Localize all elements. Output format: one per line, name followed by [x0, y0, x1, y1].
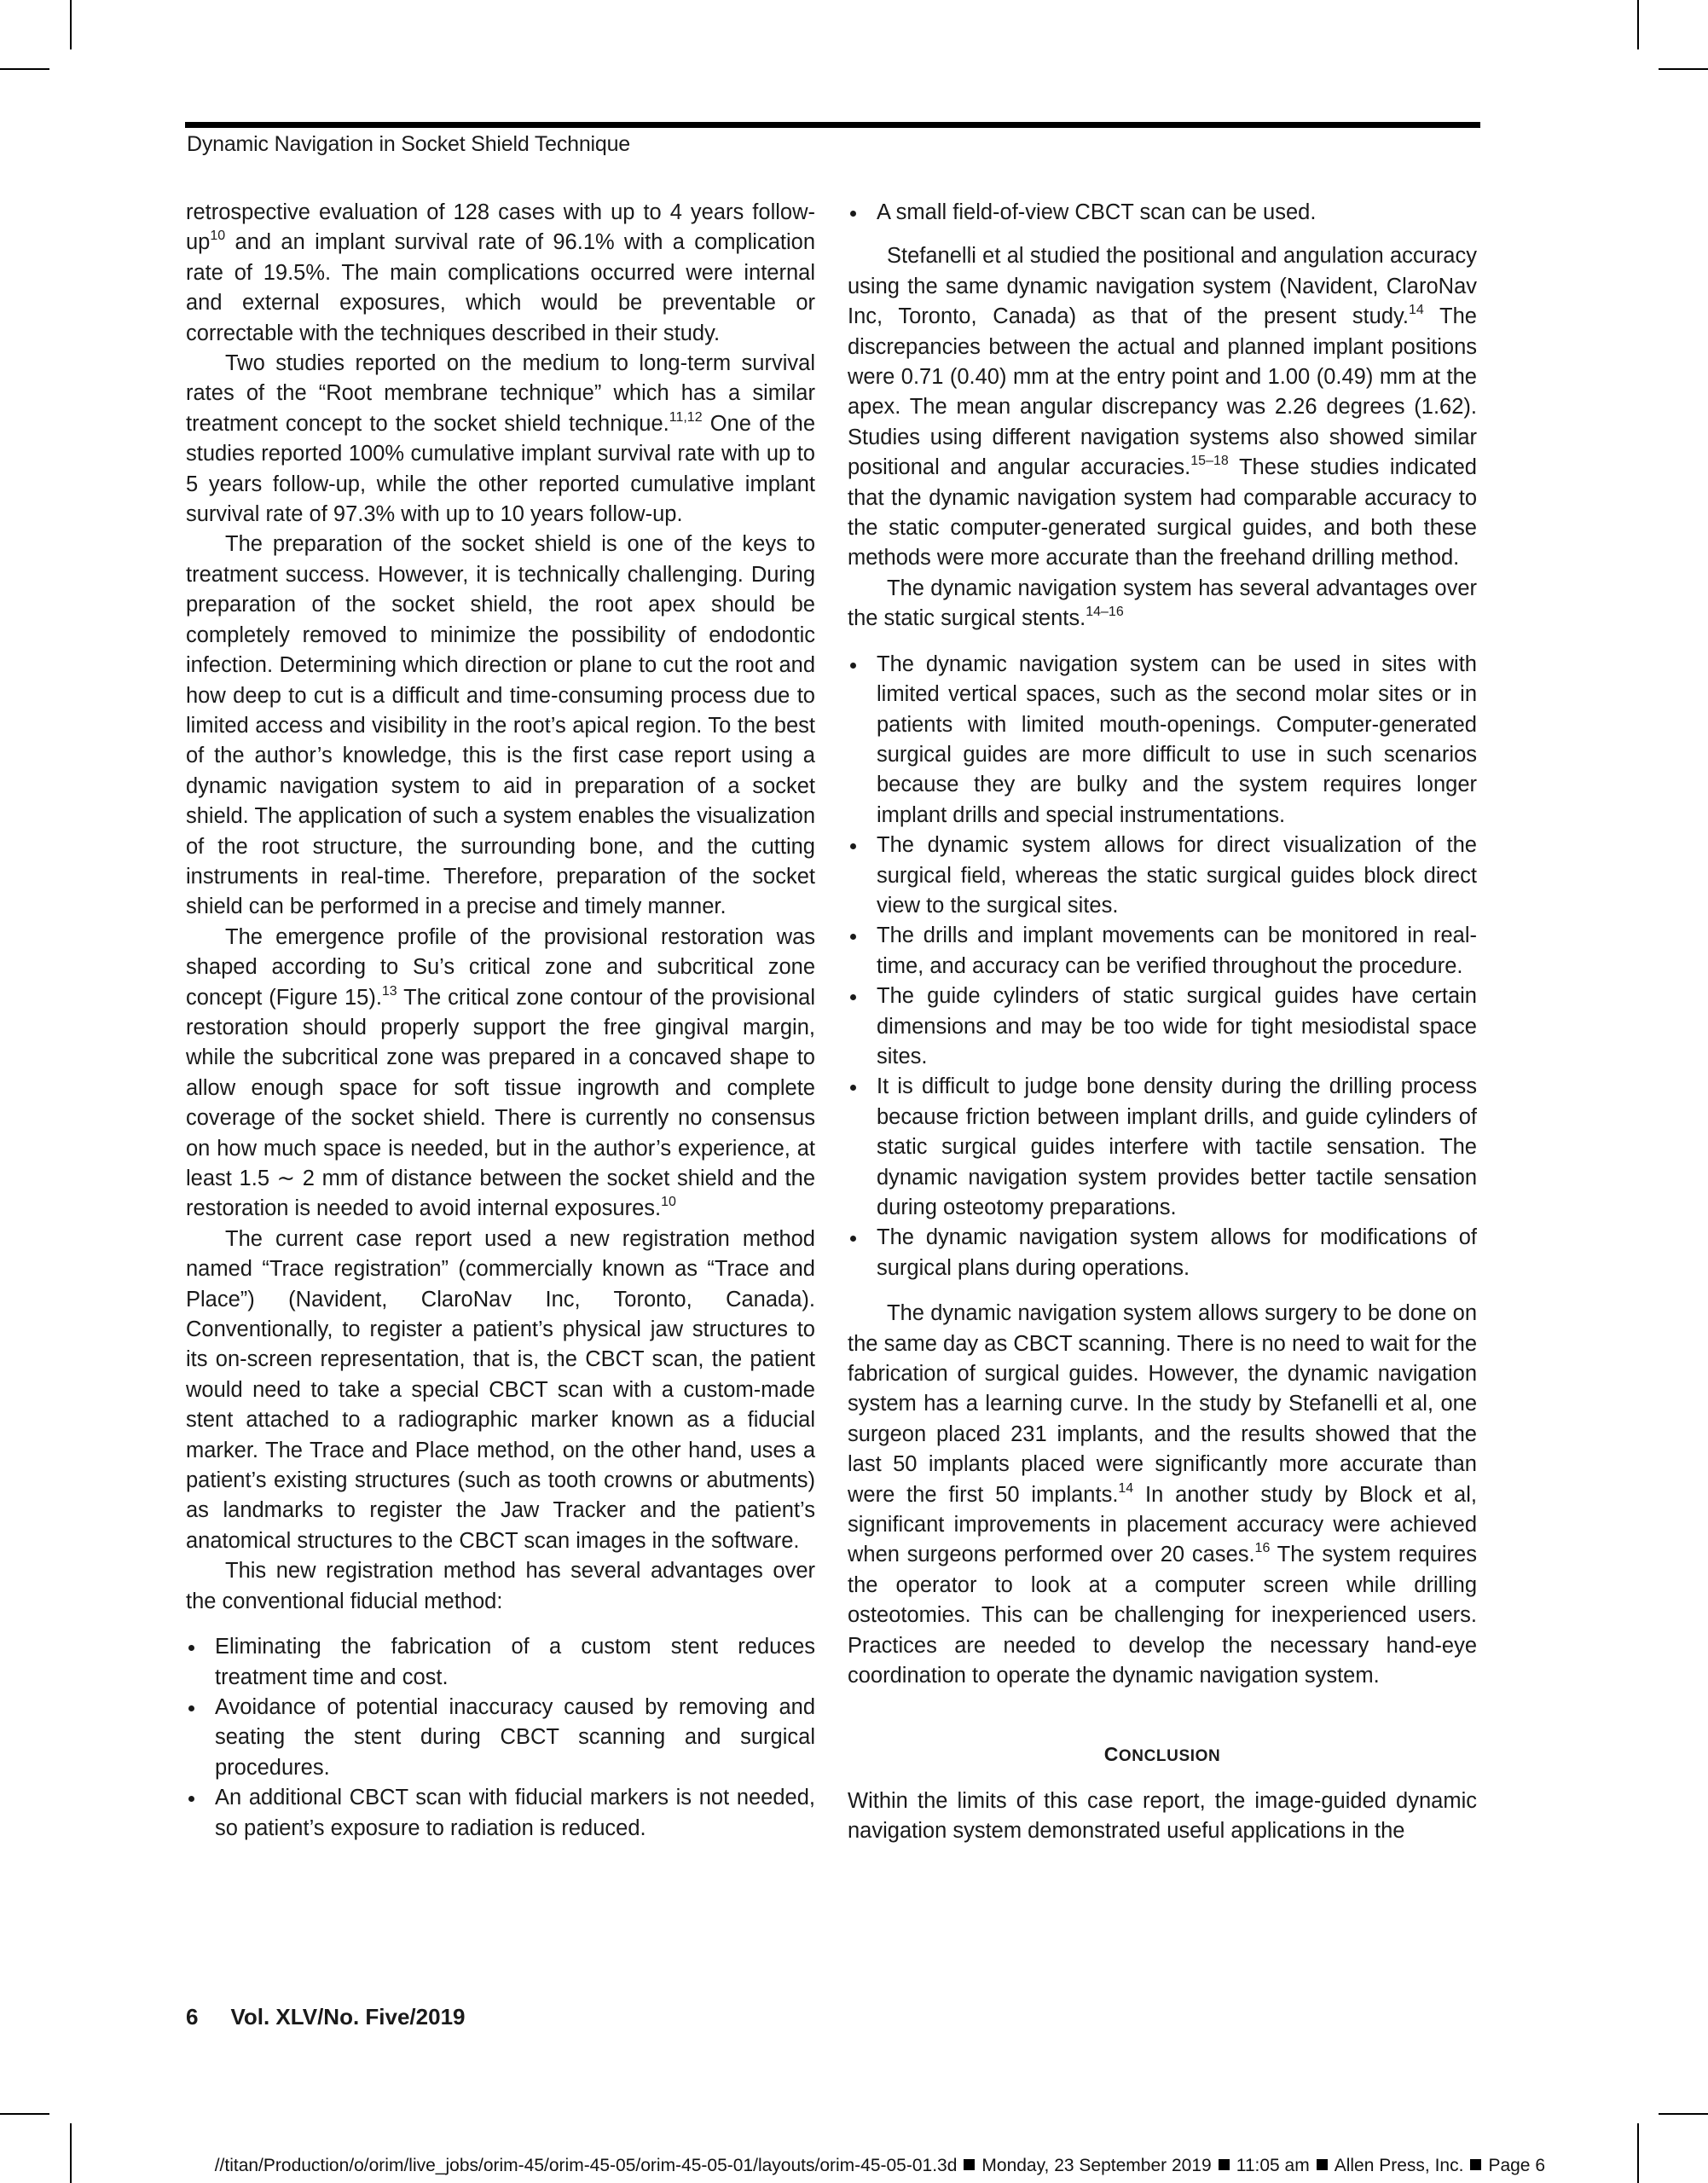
- left-column: [186, 198, 815, 1859]
- list-item: Eliminating the fabrication of a custom stent reduces treatment time and cost.: [186, 1632, 815, 1693]
- paragraph: Stefanelli et al studied the positional and angulation accuracy using the same dynamic navigation system (Navident, ClaroNav Inc, Toronto, Canada) as that of the present study.$^{14}$ The discrepancies between the actual and planned implant positions were 0.71 (0.40) mm at the entry point and 1.00 (0.49) mm at the apex. The mean angular discrepancy was 2.26 degrees (1.62). Studies using different navigation systems also showed similar positional and angular accuracies.$^{15-18}$ These studies indicated that the dynamic navigation system had comparable accuracy to the static computer-generated surgical guides, and both these methods were more accurate than the freehand drilling method.: [848, 244, 1477, 570]
- list-item: An additional CBCT scan with fiducial markers is not needed, so patient’s exposure to radiation is reduced.: [186, 1783, 815, 1844]
- production-slug: //titan/Production/o/orim/live_jobs/orim-45/orim-45-05/orim-45-05-01/layouts/orim-45-05-01.3d Monday, 23 September 2019 11:05 am Allen Press, Inc. Page 6: [214, 2156, 1545, 2175]
- bullet-list: [848, 198, 1477, 228]
- paragraph: retrospective evaluation of 128 cases with up to 4 years follow-$up^{10}$ and an implant survival rate of 96.1% with a complication rate of 19.5%. The main complications occurred were internal and external exposures, which would be preventable or correctable with the techniques described in their study.: [186, 200, 815, 345]
- bullet-list: [186, 1632, 815, 1844]
- list-item: The dynamic navigation system allows for modifications of surgical plans during operations.: [848, 1223, 1477, 1283]
- section-heading: CONCLUSION: [1103, 1742, 1221, 1765]
- paragraph: The current case report used a new registration method named “Trace registration” (commercially known as “Trace and Place”) (Navident, ClaroNav Inc, Toronto, Canada). Conventionally, to register a patient’s physical jaw structures to its on-screen representation, that is, the CBCT scan, the patient would need to take a special CBCT scan with a custom-made stent attached to a radiographic marker known as a fiducial marker. The Trace and Place method, on the other hand, uses a patient’s existing structures (such as tooth crowns or abutments) as landmarks to register the Jaw Tracker and the patient’s anatomical structures to the CBCT scan images in the software.: [186, 1226, 815, 1553]
- paragraph: The preparation of the socket shield is one of the keys to treatment success. However, it is technically challenging. During preparation of the socket shield, the root apex should be completely removed to minimize the possibility of endodontic infection. Determining which direction or plane to cut the root and how deep to cut is a difficult and time-consuming process due to limited access and visibility in the root’s apical region. To the best of the author’s knowledge, this is the first case report using a dynamic navigation system to aid in preparation of a socket shield. The application of such a system enables the visualization of the root structure, the surrounding bone, and the cutting instruments in real-time. Therefore, preparation of the socket shield can be performed in a precise and timely manner.: [186, 532, 815, 919]
- list-item: The dynamic navigation system can be used in sites with limited vertical spaces, such as the second molar sites or in patients with limited mouth-openings. Computer-generated surgical guides are more difficult to use in such scenarios because they are bulky and the system requires longer implant drills and special instrumentations.: [848, 650, 1477, 831]
- right-column: [848, 198, 1477, 1846]
- bullet-list: [848, 650, 1477, 1284]
- list-item: The drills and implant movements can be monitored in real-time, and accuracy can be verified throughout the procedure.: [848, 921, 1477, 981]
- crop-mark: [0, 68, 49, 70]
- crop-mark: [1637, 0, 1639, 49]
- list-item: It is difficult to judge bone density during the drilling process because friction between implant drills, and guide cylinders of static surgical guides interfere with tactile sensation. The dynamic navigation system provides better tactile sensation during osteotomy preparations.: [848, 1072, 1477, 1223]
- crop-mark: [0, 2113, 49, 2115]
- crop-mark: [70, 2123, 72, 2183]
- crop-mark: [1637, 2123, 1639, 2183]
- running-head: Dynamic Navigation in Socket Shield Technique: [187, 132, 631, 156]
- list-item: A small field-of-view CBCT scan can be used.: [848, 198, 1477, 228]
- list-item: Avoidance of potential inaccuracy caused by removing and seating the stent during CBCT scanning and surgical procedures.: [186, 1693, 815, 1783]
- crop-mark: [1659, 68, 1708, 70]
- crop-mark: [1659, 2113, 1708, 2115]
- page-number: 6: [186, 2004, 199, 2030]
- paragraph: Within the limits of this case report, the image-guided dynamic navigation system demonstrated useful applications in the: [848, 1788, 1477, 1843]
- list-item: The guide cylinders of static surgical guides have certain dimensions and may be too wide for tight mesiodistal space sites.: [848, 981, 1477, 1072]
- folio: [186, 2002, 466, 2031]
- paragraph: The emergence profile of the provisional restoration was shaped according to Su’s critical zone and subcritical zone concept (Figure 15).$^{13}$ The critical zone contour of the provisional restoration should properly support the free gingival margin, while the subcritical zone was prepared in a concaved shape to allow enough space for soft tissue ingrowth and complete coverage of the socket shield. There is currently no consensus on how much space is needed, but in the author’s experience, at least 1.5 ∼ 2 mm of distance between the socket shield and the restoration is needed to avoid internal exposures.$^{10}$: [186, 924, 815, 1221]
- issue-info: Vol. XLV/No. Five/2019: [230, 2004, 466, 2030]
- paragraph: The dynamic navigation system allows surgery to be done on the same day as CBCT scanning. There is no need to wait for the fabrication of surgical guides. However, the dynamic navigation system has a learning curve. In the study by Stefanelli et al, one surgeon placed 231 implants, and the results showed that the last 50 implants placed were significantly more accurate than were the first 50 implants.$^{14}$ In another study by Block et al, significant improvements in placement accuracy were achieved when surgeons performed over 20 cases.$^{16}$ The system requires the operator to look at a computer screen while drilling osteotomies. This can be challenging for inexperienced users. Practices are needed to develop the necessary hand-eye coordination to operate the dynamic navigation system.: [848, 1301, 1477, 1688]
- paragraph: This new registration method has several advantages over the conventional fiducial method:: [186, 1559, 815, 1613]
- header-rule: [185, 122, 1480, 128]
- crop-mark: [70, 0, 72, 49]
- paragraph: Two studies reported on the medium to long-term survival rates of the “Root membrane technique” which has a similar treatment concept to the socket shield technique.$^{11,12}$ One of the studies reported 100% cumulative implant survival rate with up to 5 years follow-up, while the other reported cumulative implant survival rate of 97.3% with up to 10 years follow-up.: [186, 351, 815, 527]
- list-item: The dynamic system allows for direct visualization of the surgical field, whereas the static surgical guides block direct view to the surgical sites.: [848, 831, 1477, 921]
- paragraph: The dynamic navigation system has several advantages over the static surgical stents.$^{14-16}$: [848, 576, 1477, 631]
